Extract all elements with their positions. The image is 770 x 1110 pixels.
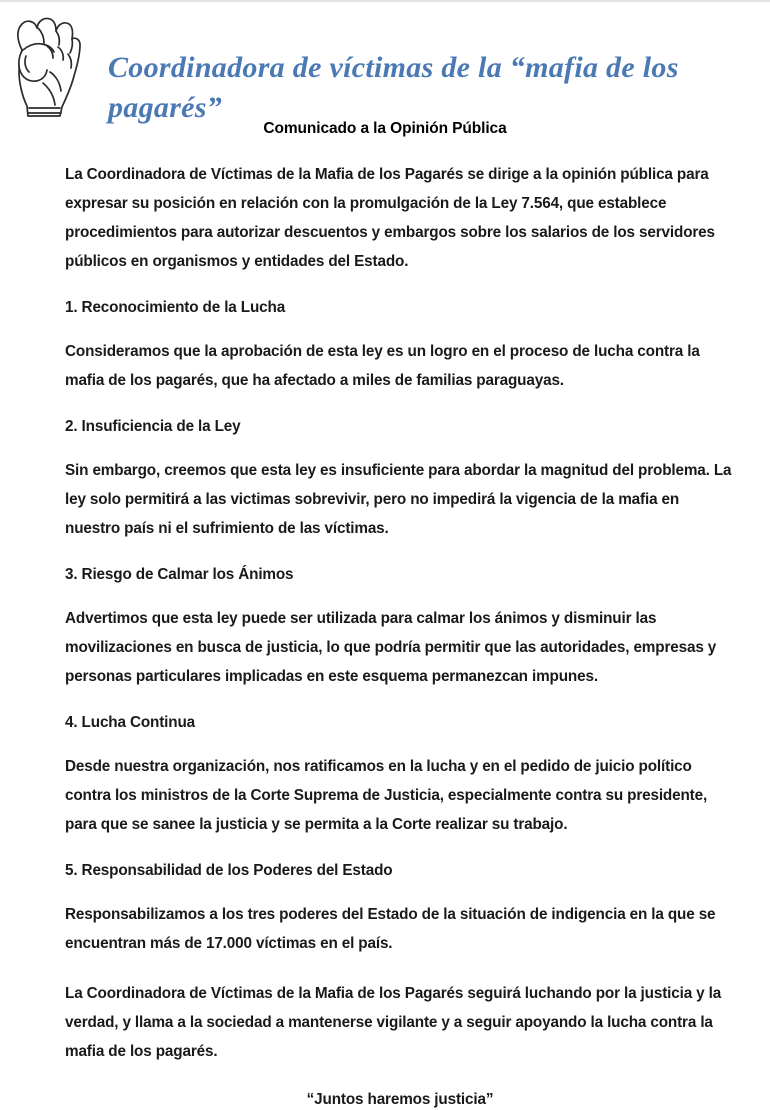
section-title-2: 2. Insuficiencia de la Ley <box>65 418 241 435</box>
page-title: Comunicado a la Opinión Pública <box>263 120 507 137</box>
section-title-4: 4. Lucha Continua <box>65 714 196 731</box>
document-header <box>0 2 770 124</box>
section-text-5: Responsabilizamos a los tres poderes del Estado de la situación de indigencia en la que se encuentran más de 17.000 víctimas en el país. <box>65 906 716 952</box>
closing-paragraph: La Coordinadora de Víctimas de la Mafia de los Pagarés seguirá luchando por la justicia y la verdad, y llama a la sociedad a mantenerse vigilante y a seguir apoyando la lucha contra la mafia de los pagarés. <box>65 985 722 1060</box>
section-text-4: Desde nuestra organización, nos ratificamos en la lucha y en el pedido de juicio político contra los ministros de la Corte Suprema de Justicia, especialmente contra su presidente, para que se sanee la justicia y se permita a la Corte realizar su trabajo. <box>65 758 708 833</box>
organization-title: Coordinadora de víctimas de la “mafia de los pagarés” <box>108 51 679 124</box>
section-title-3: 3. Riesgo de Calmar los Ánimos <box>65 566 294 583</box>
section-title-1: 1. Reconocimiento de la Lucha <box>65 299 286 316</box>
section-text-1: Consideramos que la aprobación de esta ley es un logro en el proceso de lucha contra la mafia de los pagarés, que ha afectado a miles de familias paraguayas. <box>65 343 700 389</box>
slogan-text: “Juntos haremos justicia” <box>306 1091 494 1108</box>
section-text-3: Advertimos que esta ley puede ser utilizada para calmar los ánimos y disminuir las movilizaciones en busca de justicia, lo que podría permitir que las autoridades, empresas y personas particulares implicadas en este esquema permanezcan impunes. <box>65 610 717 685</box>
section-title-5: 5. Responsabilidad de los Poderes del Estado <box>65 862 393 879</box>
document-body <box>0 120 770 1110</box>
section-text-2: Sin embargo, creemos que esta ley es insuficiente para abordar la magnitud del problema. La ley solo permitirá a las victimas sobrevivir, pero no impedirá la vigencia de la mafia en nuestro país ni el sufrimiento de las víctimas. <box>65 462 732 537</box>
intro-paragraph: La Coordinadora de Víctimas de la Mafia de los Pagarés se dirige a la opinión pública para expresar su posición en relación con la promulgación de la Ley 7.564, que establece procedimientos para autorizar descuentos y embargos sobre los salarios de los servidores públicos en organismos y entidades del Estado. <box>65 166 715 270</box>
